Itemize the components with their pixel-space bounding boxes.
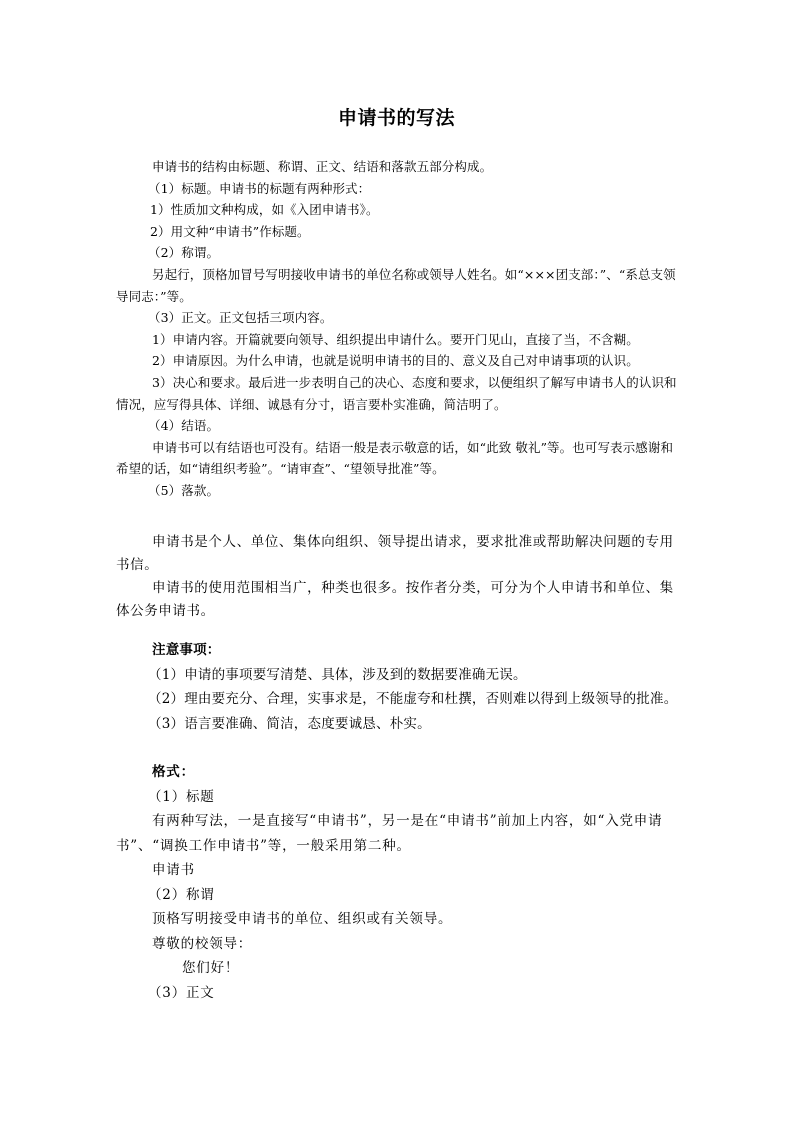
paragraph: （3）正文。正文包括三项内容。 [148,310,333,326]
paragraph: 1）申请内容。开篇就要向领导、组织提出申请什么。要开门见山，直接了当，不含糊。 [152,331,639,347]
notes-section [116,638,681,736]
paragraph: 1）性质加文种构成，如《入团申请书》。 [150,202,379,218]
note-item: （1）申请的事项要写清楚、具体，涉及到的数据要准确无误。 [148,666,527,683]
paragraph: （2）称谓。 [148,245,220,261]
paragraph: 3）决心和要求。最后进一步表明自己的决心、态度和要求，以便组织了解写申请书人的认识和情况，应写得具体、详细、诚恳有分寸，语言要朴实准确，简洁明了。 [116,374,677,412]
paragraph: 申请书可以有结语也可没有。结语一般是表示敬意的话，如“此致 敬礼”等。也可写表示感谢和希望的话，如“请组织考验”。“请审查”、“望领导批准”等。 [116,439,674,477]
format-line: 尊敬的校领导： [152,935,253,952]
format-line: 有两种写法，一是直接写“申请书”，另一是在“申请书”前加上内容，如“入党申请书”、“调换工作申请书”等，一般采用第二种。 [116,813,663,854]
paragraph: 申请书的使用范围相当广，种类也很多。按作者分类，可分为个人申请书和单位、集体公务申请书。 [116,580,674,619]
paragraph: 另起行，顶格加冒号写明接收申请书的单位名称或领导人姓名。如“×××团支部：”、“系总支领导同志：”等。 [116,266,676,304]
note-item: （2）理由要充分、合理，实事求是，不能虚夸和杜撰，否则难以得到上级领导的批准。 [148,691,678,707]
page-title: 申请书的写法 [337,107,455,129]
format-line: 顶格写明接受申请书的单位、组织或有关领导。 [152,911,453,927]
format-heading: 格式： [152,764,195,780]
paragraph: （4）结语。 [148,418,220,434]
structure-section [116,156,681,502]
paragraph: 申请书是个人、单位、集体向组织、领导提出请求，要求批准或帮助解决问题的专用书信。 [116,534,674,573]
format-section [116,760,681,1005]
paragraph: 申请书的结构由标题、称谓、正文、结语和落款五部分构成。 [152,159,493,174]
paragraph: （1）标题。申请书的标题有两种形式： [148,180,371,196]
definition-section [116,531,681,623]
format-line: 您们好！ [182,960,240,976]
paragraph: 2）申请原因。为什么申请，也就是说明申请书的目的、意义及自己对申请事项的认识。 [152,353,639,369]
format-line: （2）称谓 [148,886,215,903]
note-item: （3）语言要准确、简洁，态度要诚恳、朴实。 [148,715,431,732]
format-line: 申请书 [152,862,195,878]
paragraph: 2）用文种“申请书”作标题。 [150,223,310,239]
paragraph: （5）落款。 [148,482,220,498]
notes-heading: 注意事项： [152,642,221,658]
format-line: （3）正文 [148,984,215,1001]
format-line: （1）标题 [148,788,215,805]
